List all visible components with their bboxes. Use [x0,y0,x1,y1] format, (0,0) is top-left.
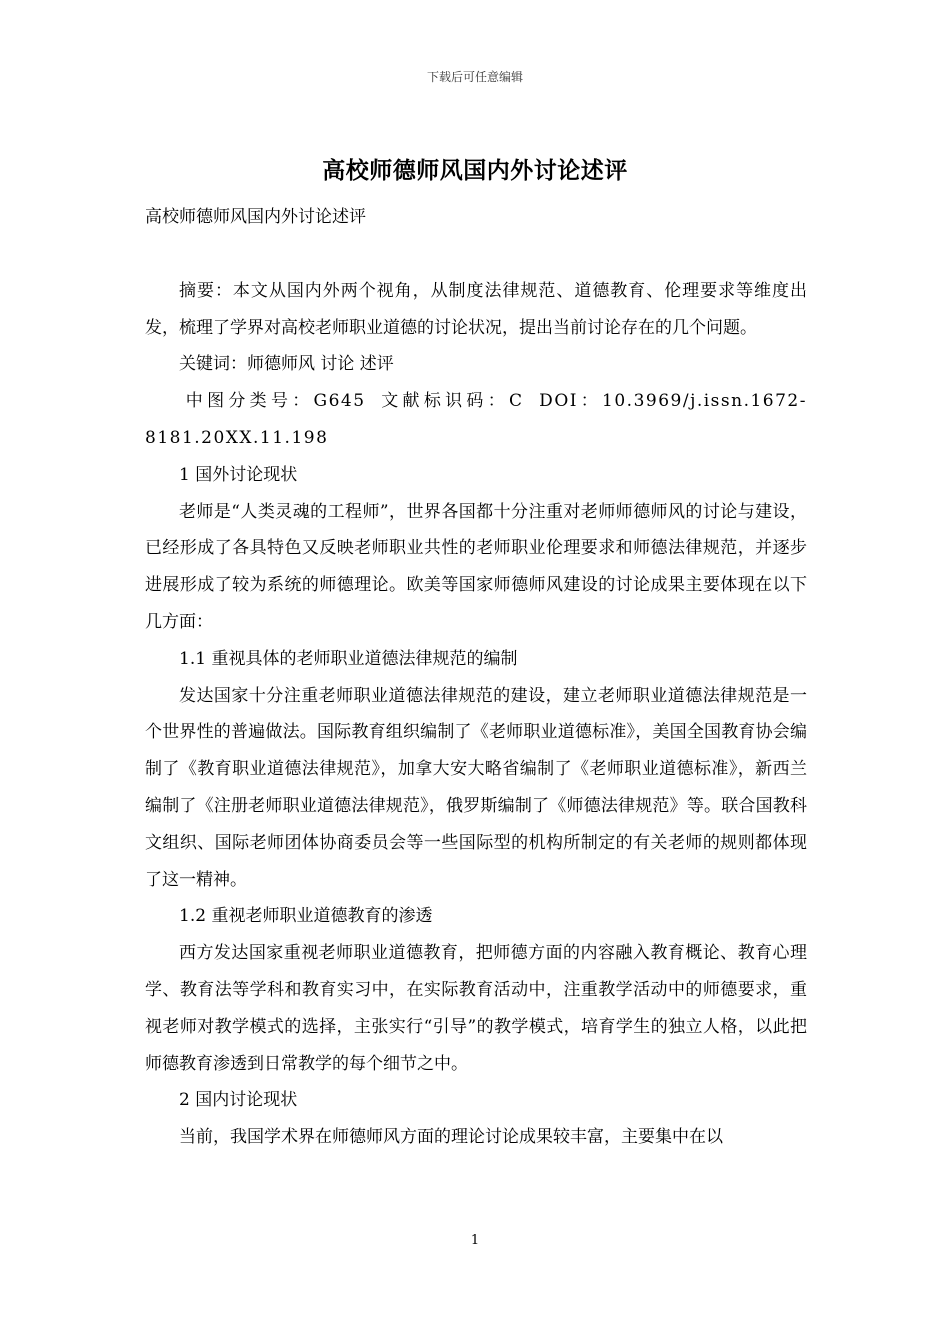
section-heading-2: 2 国内讨论现状 [179,1090,298,1111]
page-number: 1 [470,1233,480,1248]
section-2-paragraph: 当前，我国学术界在师德师风方面的理论讨论成果较丰富，主要集中在以 [179,1127,723,1148]
section-1-1-paragraph: 发达国家十分注重老师职业道德法律规范的建设，建立老师职业道德法律规范是一个世界性的普遍做法。国际教育组织编制了《老师职业道德标准》，美国全国教育协会编制了《教育职业道德法律规范》，加拿大安大略省编制了《老师职业道德标准》，新西兰编制了《注册老师职业道德法律规范》，俄罗斯编制了《师德法律规范》等。联合国教科文组织、国际老师团体协商委员会等一些国际型的机构所制定的有关老师的规则都体现了这一精神。 [145,685,807,890]
header-note: 下载后可任意编辑 [426,70,523,84]
section-1-paragraph: 老师是“人类灵魂的工程师”，世界各国都十分注重对老师师德师风的讨论与建设，已经形成了各具特色又反映老师职业共性的老师职业伦理要求和师德法律规范，并逐步进展形成了较为系统的师德理论。欧美等国家师德师风建设的讨论成果主要体现在以下几方面： [145,501,807,632]
classification-line: 中图分类号：G645 文献标识码：C DOI：10.3969/j.issn.1672-8181.20XX.11.198 [145,391,807,448]
document-body [145,199,807,1156]
keywords-line: 关键词：师德师风 讨论 述评 [179,354,394,375]
section-heading-1-1: 1.1 重视具体的老师职业道德法律规范的编制 [179,648,518,669]
section-heading-1-2: 1.2 重视老师职业道德教育的渗透 [179,906,433,927]
section-heading-1: 1 国外讨论现状 [179,464,298,485]
subtitle: 高校师德师风国内外讨论述评 [145,207,366,227]
document-title: 高校师德师风国内外讨论述评 [322,157,628,184]
blank-line [145,236,807,273]
abstract-paragraph: 摘要：本文从国内外两个视角，从制度法律规范、道德教育、伦理要求等维度出发，梳理了学界对高校老师职业道德的讨论状况，提出当前讨论存在的几个问题。 [145,280,807,338]
section-1-2-paragraph: 西方发达国家重视老师职业道德教育，把师德方面的内容融入教育概论、教育心理学、教育法等学科和教育实习中，在实际教育活动中，注重教学活动中的师德要求，重视老师对教学模式的选择，主张实行“引导”的教学模式，培育学生的独立人格，以此把师德教育渗透到日常教学的每个细节之中。 [145,943,807,1074]
